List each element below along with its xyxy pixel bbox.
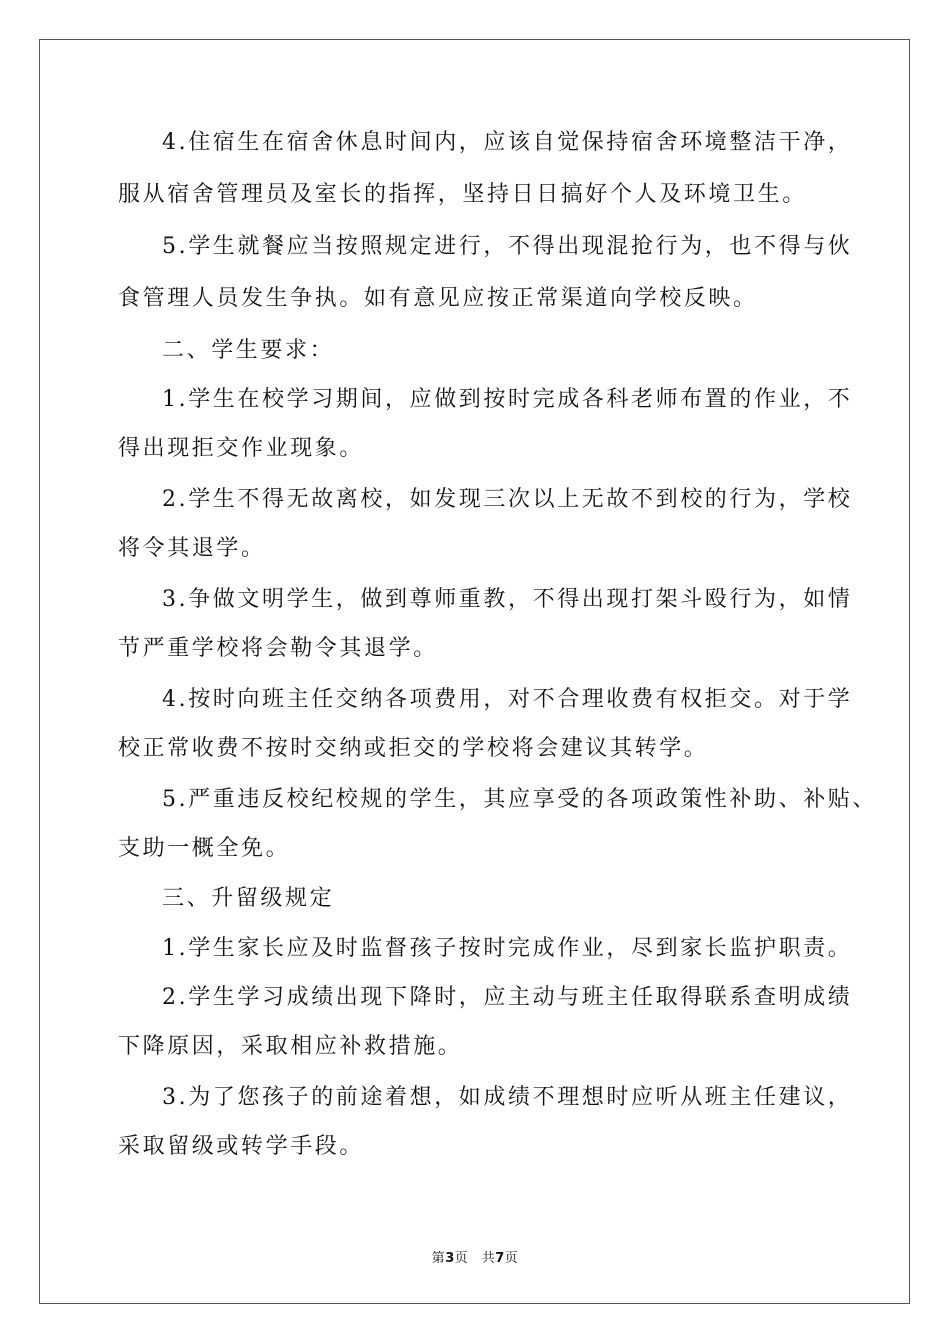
text-line: 2.学生不得无故离校，如发现三次以上无故不到校的行为，学校 xyxy=(162,487,853,512)
text-line: 校正常收费不按时交纳或拒交的学校将会建议其转学。 xyxy=(118,736,709,761)
page-current: 3 xyxy=(445,1251,455,1266)
text-line: 下降原因，采取相应补救措施。 xyxy=(118,1034,463,1059)
text-line: 5.严重违反校纪校规的学生，其应享受的各项政策性补助、补贴、 xyxy=(162,787,877,812)
text-line: 将令其退学。 xyxy=(118,536,266,561)
page-border xyxy=(39,39,910,1304)
section-heading: 二、学生要求： xyxy=(162,338,335,363)
text-line: 支助一概全免。 xyxy=(118,836,291,861)
text-line: 节严重学校将会勒令其退学。 xyxy=(118,636,438,661)
text-line: 2.学生学习成绩出现下降时，应主动与班主任取得联系查明成绩 xyxy=(162,985,853,1010)
text-line: 4.住宿生在宿舍休息时间内，应该自觉保持宿舍环境整洁干净， xyxy=(162,130,853,155)
text-line: 3.争做文明学生，做到尊师重教，不得出现打架斗殴行为，如情 xyxy=(162,587,853,612)
text-line: 1.学生家长应及时监督孩子按时完成作业，尽到家长监护职责。 xyxy=(162,936,853,961)
text-line: 食管理人员发生争执。如有意见应按正常渠道向学校反映。 xyxy=(118,286,758,311)
text-line: 1.学生在校学习期间，应做到按时完成各科老师布置的作业，不 xyxy=(162,387,853,412)
page-mid: 页 共 xyxy=(454,1251,496,1266)
text-line: 3.为了您孩子的前途着想，如成绩不理想时应听从班主任建议， xyxy=(162,1085,853,1110)
page-prefix: 第 xyxy=(431,1251,446,1266)
text-line: 得出现拒交作业现象。 xyxy=(118,436,365,461)
text-line: 4.按时向班主任交纳各项费用，对不合理收费有权拒交。对于学 xyxy=(162,687,853,712)
page-number-footer xyxy=(0,1247,950,1266)
section-heading: 三、升留级规定 xyxy=(162,886,335,911)
text-line: 采取留级或转学手段。 xyxy=(118,1134,365,1159)
page-total: 7 xyxy=(495,1251,505,1266)
page-suffix: 页 xyxy=(504,1251,519,1266)
text-line: 5.学生就餐应当按照规定进行，不得出现混抢行为，也不得与伙 xyxy=(162,234,853,259)
text-line: 服从宿舍管理员及室长的指挥，坚持日日搞好个人及环境卫生。 xyxy=(118,182,807,207)
